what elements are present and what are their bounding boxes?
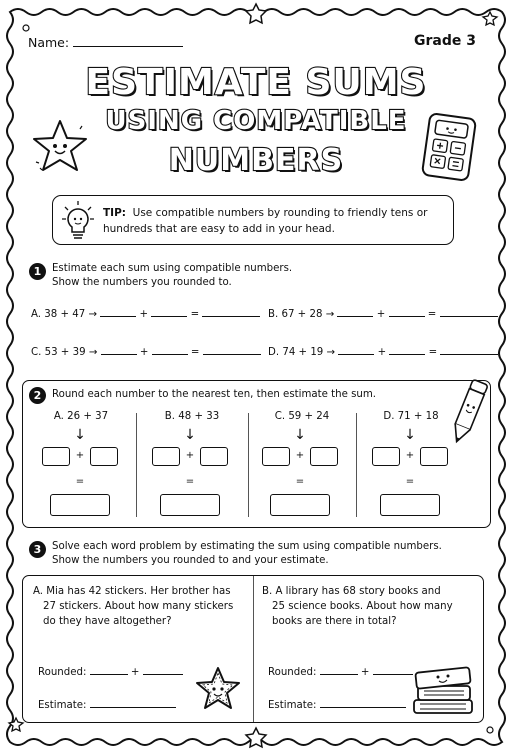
answer-blank[interactable]	[389, 307, 425, 317]
star-icon	[9, 718, 23, 731]
star-icon	[246, 728, 266, 747]
estimate-row-b	[268, 698, 406, 713]
plus-sign: +	[139, 347, 149, 358]
title-line-3: NUMBERS	[168, 143, 344, 178]
section-1-instruction-2: Show the numbers you rounded to.	[52, 277, 232, 288]
plus-sign: +	[360, 667, 370, 678]
down-arrow-icon: ↓	[404, 427, 416, 443]
problem-label: D.	[268, 347, 280, 358]
column-divider	[248, 413, 249, 517]
answer-blank[interactable]	[151, 307, 187, 317]
estimate-label: Estimate:	[268, 700, 317, 711]
rounded-box[interactable]	[90, 447, 118, 466]
equals-sign: =	[190, 309, 200, 320]
word-problem-b-line-1: B. A library has 68 story books and	[262, 586, 441, 597]
equals-sign: =	[185, 476, 195, 487]
section-2-instruction: Round each number to the nearest ten, then estimate the sum.	[52, 389, 376, 400]
word-problem-a-line-2: 27 stickers. About how many stickers	[43, 601, 234, 612]
section-3-instruction-2: Show the numbers you rounded to and your estimate.	[52, 555, 329, 566]
answer-blank[interactable]	[373, 665, 413, 675]
rounded-box[interactable]	[200, 447, 228, 466]
estimate-box[interactable]	[50, 494, 110, 516]
answer-blank[interactable]	[90, 665, 128, 675]
estimate-box[interactable]	[160, 494, 220, 516]
arrow-icon: →	[326, 347, 336, 358]
grade-label: Grade 3	[414, 33, 476, 49]
column-divider	[356, 413, 357, 517]
star-icon	[30, 118, 90, 176]
star-icon	[483, 12, 497, 25]
calculator-icon	[418, 110, 480, 182]
equals-sign: =	[428, 347, 438, 358]
problem-label: C.	[31, 347, 42, 358]
plus-sign: +	[185, 450, 195, 461]
tip-label: TIP:	[103, 207, 126, 219]
answer-blank[interactable]	[389, 345, 425, 355]
answer-blank[interactable]	[143, 665, 183, 675]
problem-1b	[268, 307, 498, 320]
problem-expression: 74 + 19	[282, 347, 324, 358]
problem-1c	[31, 345, 261, 358]
rounded-box[interactable]	[42, 447, 70, 466]
answer-blank[interactable]	[338, 345, 374, 355]
rounded-label: Rounded:	[268, 667, 317, 678]
column-c-label: C. 59 + 24	[274, 411, 330, 422]
problem-label: B.	[268, 309, 279, 320]
problem-expression: 53 + 39	[44, 347, 86, 358]
lightbulb-icon	[60, 199, 96, 243]
books-icon	[408, 660, 478, 718]
answer-blank[interactable]	[337, 307, 373, 317]
rounded-row-a	[38, 665, 183, 680]
rounded-box[interactable]	[372, 447, 400, 466]
section-2-number: 2	[29, 387, 46, 404]
word-problem-a-line-3: do they have altogether?	[43, 616, 172, 627]
answer-blank[interactable]	[440, 345, 498, 355]
word-problem-b-line-3: books are there in total?	[272, 616, 397, 627]
problem-expression: 38 + 47	[44, 309, 86, 320]
rounded-box[interactable]	[420, 447, 448, 466]
down-arrow-icon: ↓	[74, 427, 86, 443]
rounded-row-b	[268, 665, 413, 680]
plus-sign: +	[139, 309, 149, 320]
plus-sign: +	[295, 450, 305, 461]
tip-body: Use compatible numbers by rounding to friendly tens or hundreds that are easy to add in your head.	[103, 207, 428, 235]
down-arrow-icon: ↓	[294, 427, 306, 443]
estimate-box[interactable]	[270, 494, 330, 516]
name-field[interactable]	[28, 35, 183, 50]
rounded-box[interactable]	[262, 447, 290, 466]
estimate-label: Estimate:	[38, 700, 87, 711]
problem-1d	[268, 345, 498, 358]
down-arrow-icon: ↓	[184, 427, 196, 443]
plus-sign: +	[376, 309, 386, 320]
plus-sign: +	[130, 667, 140, 678]
problem-1a	[31, 307, 260, 320]
star-icon	[193, 664, 243, 714]
equals-sign: =	[75, 476, 85, 487]
answer-blank[interactable]	[100, 307, 136, 317]
plus-sign: +	[377, 347, 387, 358]
answer-blank[interactable]	[101, 345, 137, 355]
answer-blank[interactable]	[202, 307, 260, 317]
plus-sign: +	[405, 450, 415, 461]
section-3-instruction-1: Solve each word problem by estimating the sum using compatible numbers.	[52, 541, 442, 552]
column-divider	[253, 576, 254, 722]
answer-blank[interactable]	[152, 345, 188, 355]
tip-text	[103, 205, 448, 237]
section-1-number: 1	[29, 263, 46, 280]
equals-sign: =	[427, 309, 437, 320]
rounded-box[interactable]	[152, 447, 180, 466]
rounded-label: Rounded:	[38, 667, 87, 678]
title-line-1: ESTIMATE SUMS	[85, 62, 427, 103]
word-problem-b-line-2: 25 science books. About how many	[272, 601, 453, 612]
word-problem-a-line-1: A. Mia has 42 stickers. Her brother has	[33, 586, 231, 597]
answer-blank[interactable]	[320, 665, 358, 675]
name-label: Name:	[28, 35, 70, 50]
estimate-row-a	[38, 698, 176, 713]
arrow-icon: →	[88, 309, 98, 320]
title-line-2: USING COMPATIBLE	[105, 106, 407, 136]
star-icon	[246, 4, 266, 23]
arrow-icon: →	[88, 347, 98, 358]
rounded-box[interactable]	[310, 447, 338, 466]
answer-blank[interactable]	[90, 698, 176, 708]
name-line[interactable]	[73, 35, 183, 47]
plus-sign: +	[75, 450, 85, 461]
estimate-box[interactable]	[380, 494, 440, 516]
column-d-label: D. 71 + 18	[383, 411, 439, 422]
problem-expression: 67 + 28	[281, 309, 323, 320]
answer-blank[interactable]	[203, 345, 261, 355]
section-3-number: 3	[29, 541, 46, 558]
section-1-instruction-1: Estimate each sum using compatible numbers.	[52, 263, 293, 274]
problem-label: A.	[31, 309, 42, 320]
column-b-label: B. 48 + 33	[164, 411, 220, 422]
equals-sign: =	[190, 347, 200, 358]
answer-blank[interactable]	[320, 698, 406, 708]
answer-blank[interactable]	[440, 307, 498, 317]
equals-sign: =	[405, 476, 415, 487]
equals-sign: =	[295, 476, 305, 487]
column-a-label: A. 26 + 37	[53, 411, 109, 422]
arrow-icon: →	[325, 309, 335, 320]
column-divider	[136, 413, 137, 517]
